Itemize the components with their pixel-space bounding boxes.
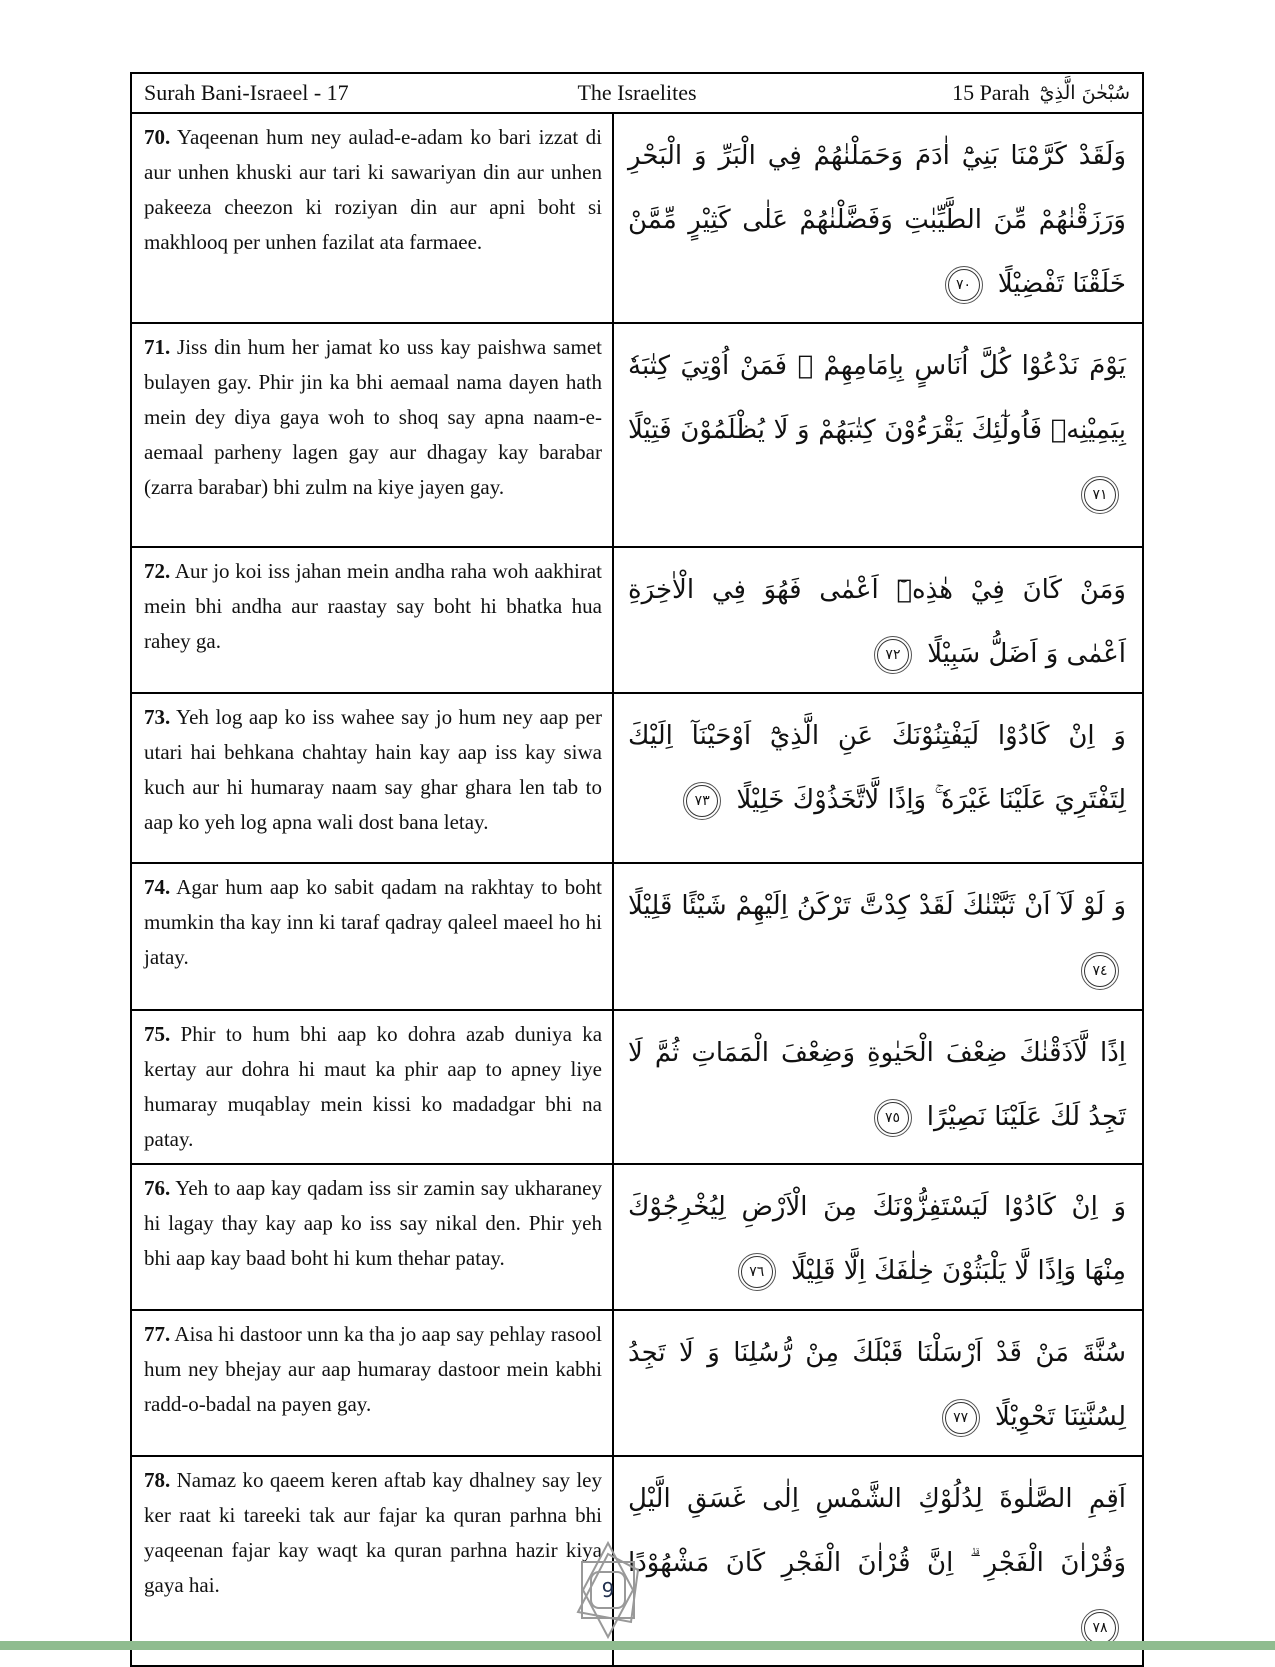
parah-name-arabic: سُبْحٰنَ الَّذِيْٓ [1039, 82, 1130, 104]
arabic-cell [614, 1311, 1142, 1455]
arabic-text: وَمَنْ كَانَ فِيْ هٰذِهٖٓ اَعْمٰى فَهُوَ فِي الْاٰخِرَةِ اَعْمٰى وَ اَضَلُّ سَبِيْلًا [628, 575, 1126, 669]
translation-cell [132, 1457, 614, 1665]
surah-title: Surah Bani-Israeel - 17 [144, 80, 349, 105]
arabic-cell [614, 548, 1142, 692]
page-number-ornament [563, 1540, 653, 1640]
verse-number: 71. [144, 335, 171, 359]
verse-row-74 [132, 862, 1142, 1009]
surah-title-english: The Israelites [577, 80, 697, 105]
translation-cell [132, 1311, 614, 1455]
ayah-end-marker: ٧٦ [741, 1256, 773, 1288]
arabic-text: وَلَقَدْ كَرَّمْنَا بَنِيْٓ اٰدَمَ وَحَمَلْنٰهُمْ فِي الْبَرِّ وَ الْبَحْرِ وَرَزَقْنٰهُمْ مِّنَ الطَّيِّبٰتِ وَفَضَّلْنٰهُمْ عَلٰى كَثِيْرٍ مِّمَّنْ خَلَقْنَا تَفْضِيْلًا [628, 141, 1126, 299]
arabic-cell [614, 694, 1142, 862]
verse-row-71 [132, 322, 1142, 546]
translation-text: Agar hum aap ko sabit qadam na rakhtay to boht mumkin tha kay inn ki taraf qadray qaleel maeel ho hi jatay. [144, 875, 602, 969]
arabic-cell [614, 1011, 1142, 1163]
translation-cell [132, 548, 614, 692]
verse-table [130, 114, 1144, 1667]
verse-number: 76. [144, 1176, 171, 1200]
arabic-text: اَقِمِ الصَّلٰوةَ لِدُلُوْكِ الشَّمْسِ اِلٰى غَسَقِ الَّيْلِ وَقُرْاٰنَ الْفَجْرِ ۗ اِنَّ قُرْاٰنَ الْفَجْرِ كَانَ مَشْهُوْدًا [628, 1484, 1126, 1578]
ayah-end-marker: ٧٠ [948, 269, 980, 301]
verse-number: 78. [144, 1468, 171, 1492]
arabic-text: سُنَّةَ مَنْ قَدْ اَرْسَلْنَا قَبْلَكَ مِنْ رُّسُلِنَا وَ لَا تَجِدُ لِسُنَّتِنَا تَحْوِيْلًا [628, 1338, 1126, 1432]
arabic-cell [614, 324, 1142, 546]
verse-number: 74. [144, 875, 171, 899]
verse-row-76 [132, 1163, 1142, 1309]
translation-cell [132, 114, 614, 322]
ayah-end-marker: ٧٣ [686, 785, 718, 817]
verse-number: 73. [144, 705, 171, 729]
ayah-end-marker: ٧٨ [1084, 1612, 1116, 1644]
ayah-end-marker: ٧٧ [945, 1402, 977, 1434]
arabic-cell [614, 1165, 1142, 1309]
translation-text: Jiss din hum her jamat ko uss kay paishwa samet bulayen gay. Phir jin ka bhi aemaal nama dayen hath mein dey diya gaya woh to shoq say apna naam-e-aemaal parheny lagen gay aur dhagay kay barabar (zarra barabar) bhi zulm na kiye jayen gay. [144, 335, 602, 499]
arabic-text: وَ لَوْ لَآ اَنْ ثَبَّتْنٰكَ لَقَدْ كِدْتَّ تَرْكَنُ اِلَيْهِمْ شَيْئًا قَلِيْلًا [628, 891, 1126, 921]
ayah-end-marker: ٧٥ [877, 1102, 909, 1134]
translation-text: Namaz ko qaeem keren aftab kay dhalney say ley ker raat ki tareeki tak aur fajar ka quran parhna bhi yaqeenan fajar kay waqt ka quran parhna hazir kiya gaya hai. [144, 1468, 603, 1597]
verse-row-77 [132, 1309, 1142, 1455]
verse-number: 70. [144, 125, 171, 149]
translation-text: Yeh to aap kay qadam iss sir zamin say ukharaney hi lagay thay kay aap ko iss say nikal den. Phir yeh bhi aap kay baad boht hi kum thehar patay. [144, 1176, 602, 1270]
verse-number: 72. [144, 559, 171, 583]
verse-number: 77. [144, 1322, 171, 1346]
ayah-end-marker: ٧٢ [877, 639, 909, 671]
translation-cell [132, 864, 614, 1009]
translation-text: Aisa hi dastoor unn ka tha jo aap say pehlay rasool hum ney bhejay aur aap humaray dastoor mein kabhi radd-o-badal na payen gay. [144, 1322, 603, 1416]
translation-text: Aur jo koi iss jahan mein andha raha woh aakhirat mein bhi andha aur raastay say boht hi bhatka hua rahey ga. [144, 559, 602, 653]
translation-text: Yaqeenan hum ney aulad-e-adam ko bari izzat di aur unhen khuski aur tari ki sawariyan din aur unhen pakeeza cheezon ki roziyan din aur apni boht si makhlooq per unhen fazilat ata farmaee. [144, 125, 602, 254]
arabic-cell [614, 1457, 1142, 1665]
parah-number: 15 Parah [952, 80, 1030, 105]
verse-row-75 [132, 1009, 1142, 1163]
translation-text: Yeh log aap ko iss wahee say jo hum ney aap per utari hai behkana chahtay hain kay aap iss kay siwa kuch aur hi humaray naam say ghar ghara len tab to aap ko yeh log apna wali dost bana letay. [144, 705, 602, 834]
verse-number: 75. [144, 1022, 171, 1046]
ayah-end-marker: ٧٤ [1084, 955, 1116, 987]
bottom-green-bar [0, 1641, 1275, 1650]
page-number: 9 [601, 1578, 615, 1602]
parah-info [782, 80, 1130, 106]
translation-cell [132, 694, 614, 862]
verse-row-70 [132, 114, 1142, 322]
page-content [130, 72, 1144, 1667]
translation-text: Phir to hum bhi aap ko dohra azab duniya ka kertay aur dohra hi maut ka phir aap to apney liye humaray muqablay mein kissi ko madadgar bhi na patay. [144, 1022, 603, 1151]
translation-cell [132, 324, 614, 546]
verse-row-72 [132, 546, 1142, 692]
page-header [130, 72, 1144, 114]
arabic-text: اِذًا لَّاَذَقْنٰكَ ضِعْفَ الْحَيٰوةِ وَضِعْفَ الْمَمَاتِ ثُمَّ لَا تَجِدُ لَكَ عَلَيْنَا نَصِيْرًا [628, 1038, 1126, 1132]
translation-cell [132, 1165, 614, 1309]
arabic-cell [614, 114, 1142, 322]
arabic-cell [614, 864, 1142, 1009]
verse-row-73 [132, 692, 1142, 862]
ayah-end-marker: ٧١ [1084, 479, 1116, 511]
arabic-text: يَوْمَ نَدْعُوْا كُلَّ اُنَاسٍ بِاِمَامِهِمْ ۚ فَمَنْ اُوْتِيَ كِتٰبَهٗ بِيَمِيْنِهٖ فَاُولٰٓئِكَ يَقْرَءُوْنَ كِتٰبَهُمْ وَ لَا يُظْلَمُوْنَ فَتِيْلًا [628, 351, 1126, 445]
translation-cell [132, 1011, 614, 1163]
arabic-text: وَ اِنْ كَادُوْا لَيَفْتِنُوْنَكَ عَنِ الَّذِيْٓ اَوْحَيْنَآ اِلَيْكَ لِتَفْتَرِيَ عَلَيْنَا غَيْرَهٗ ۚ وَاِذًا لَّاتَّخَذُوْكَ خَلِيْلًا [628, 721, 1126, 815]
arabic-text: وَ اِنْ كَادُوْا لَيَسْتَفِزُّوْنَكَ مِنَ الْاَرْضِ لِيُخْرِجُوْكَ مِنْهَا وَاِذًا لَّا يَلْبَثُوْنَ خِلٰفَكَ اِلَّا قَلِيْلًا [628, 1192, 1126, 1286]
